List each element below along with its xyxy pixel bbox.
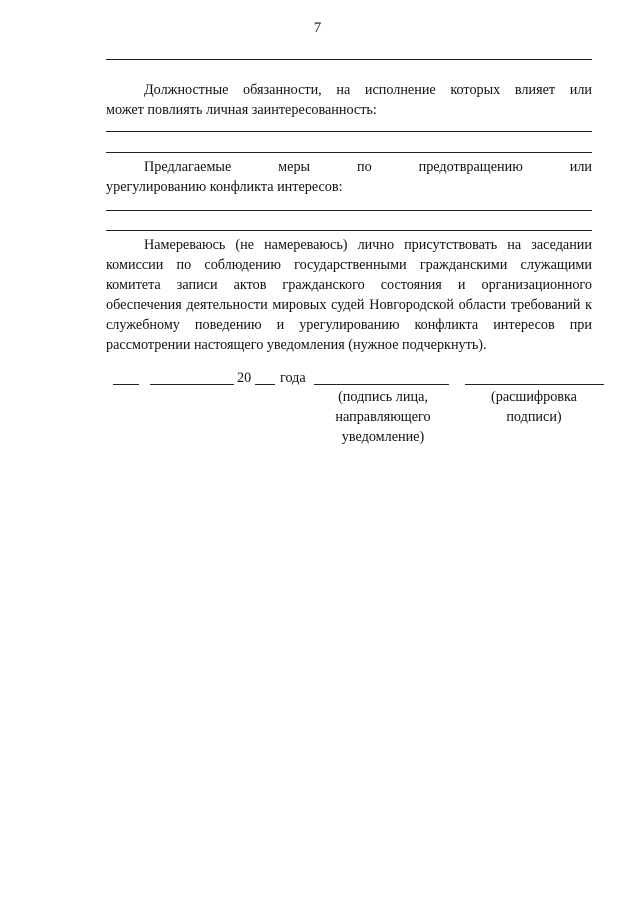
top-rule	[106, 59, 592, 60]
month-blank	[150, 384, 234, 385]
attendance-paragraph	[106, 235, 592, 355]
measures-line-1: Предлагаемые меры по предотвращению или	[144, 159, 592, 175]
measures-line-2: урегулированию конфликта интересов:	[106, 179, 343, 195]
signature-blank	[314, 384, 449, 385]
day-blank	[113, 384, 139, 385]
year-prefix: 20	[237, 370, 252, 386]
measures-paragraph	[106, 157, 592, 197]
duties-fill-line-2	[106, 152, 592, 153]
year-suffix: года	[280, 370, 306, 386]
year-blank	[255, 384, 275, 385]
duties-line-1: Должностные обязанности, на исполнение которых влияет или	[144, 82, 592, 98]
measures-fill-line-1	[106, 210, 592, 211]
duties-paragraph	[106, 80, 592, 120]
page-number: 7	[313, 20, 322, 36]
decode-blank	[465, 384, 604, 385]
decode-caption: (расшифровка подписи)	[491, 389, 577, 425]
duties-fill-line-1	[106, 131, 592, 132]
duties-line-2: может повлиять личная заинтересованность:	[106, 102, 377, 118]
attendance-text: Намереваюсь (не намереваюсь) лично присутствовать на заседании комиссии по соблюдению государственными гражданскими служащими комитета записи актов гражданского состояния и организационного обеспечения деятельности мировых судей Новгородской области требований к служебному поведению и урегулированию конфликта интересов при рассмотрении настоящего уведомления (нужное подчеркнуть).	[106, 237, 592, 353]
signature-caption: (подпись лица, направляющего уведомление)	[335, 389, 431, 445]
measures-fill-line-2	[106, 230, 592, 231]
